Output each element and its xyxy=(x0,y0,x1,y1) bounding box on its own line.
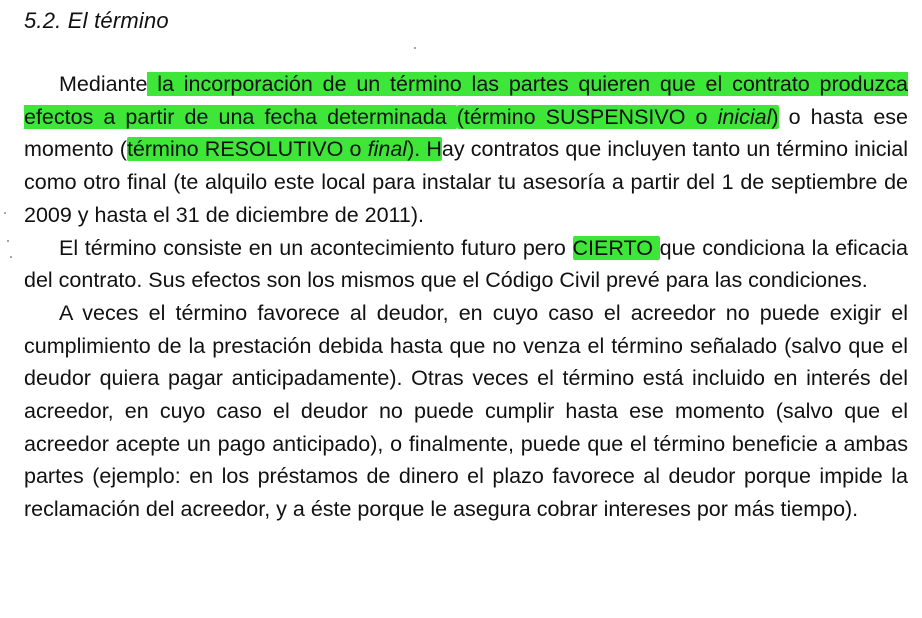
suspensive-term-close: ) xyxy=(771,104,779,129)
suspensive-term-text: (término SUSPENSIVO o xyxy=(456,104,718,129)
scan-speck xyxy=(7,240,9,242)
paragraph-term-beneficiary: A veces el término favorece al deudor, en cuyo caso el acreedor no puede exigir el cumplimiento de la prestación debida hasta que no venza el término señalado (salvo que el deudor quiera pagar anticipadamente). Otras veces el término está incluido en interés del acreedor, en cuyo caso el deudor no puede cumplir hasta ese momento (salvo que el acreedor acepte un pago anticipado), o finalmente, puede que el término beneficie a ambas partes (ejemplo: en los préstamos de dinero el plazo favorece al deudor porque impide la reclamación del acreedor, y a éste porque le asegura cobrar intereses por más tiempo). xyxy=(24,300,908,522)
section-heading: 5.2. El término xyxy=(24,8,169,33)
resolutive-term-close: ). H xyxy=(407,137,442,162)
section-body xyxy=(24,68,908,526)
paragraph-term-definition xyxy=(24,68,908,232)
example-text: ay contratos que incluyen tanto un término inicial como otro final (te alquilo este local para instalar tu asesoría a partir del 1 de septiembre de 2009 y hasta el 31 de diciembre de 2011). xyxy=(24,137,909,227)
highlight-suspensive-term xyxy=(457,105,779,129)
scan-speck xyxy=(4,212,6,214)
suspensive-term-italic: inicial xyxy=(717,104,772,129)
paragraph-term-nature xyxy=(24,232,908,297)
nature-text-start: El término consiste en un acontecimiento futuro pero xyxy=(59,235,573,260)
highlight-first-line: Mediante la incorporación de un término las partes quieren que el contrato produzca efectos a partir de una fecha determinada xyxy=(24,72,908,129)
resolutive-term-text: término RESOLUTIVO o xyxy=(126,137,368,162)
connector-text: o hasta ese momento ( xyxy=(24,104,908,162)
highlight-cierto: CIERTO xyxy=(572,235,660,260)
highlight-resolutive-term xyxy=(127,137,442,161)
scan-speck xyxy=(10,256,12,258)
scan-speck xyxy=(414,47,416,49)
nature-text-end: que condiciona la eficacia del contrato. Sus efectos son los mismos que el Código Civil prevé para las condiciones. xyxy=(24,235,908,293)
resolutive-term-italic: final xyxy=(367,137,408,162)
